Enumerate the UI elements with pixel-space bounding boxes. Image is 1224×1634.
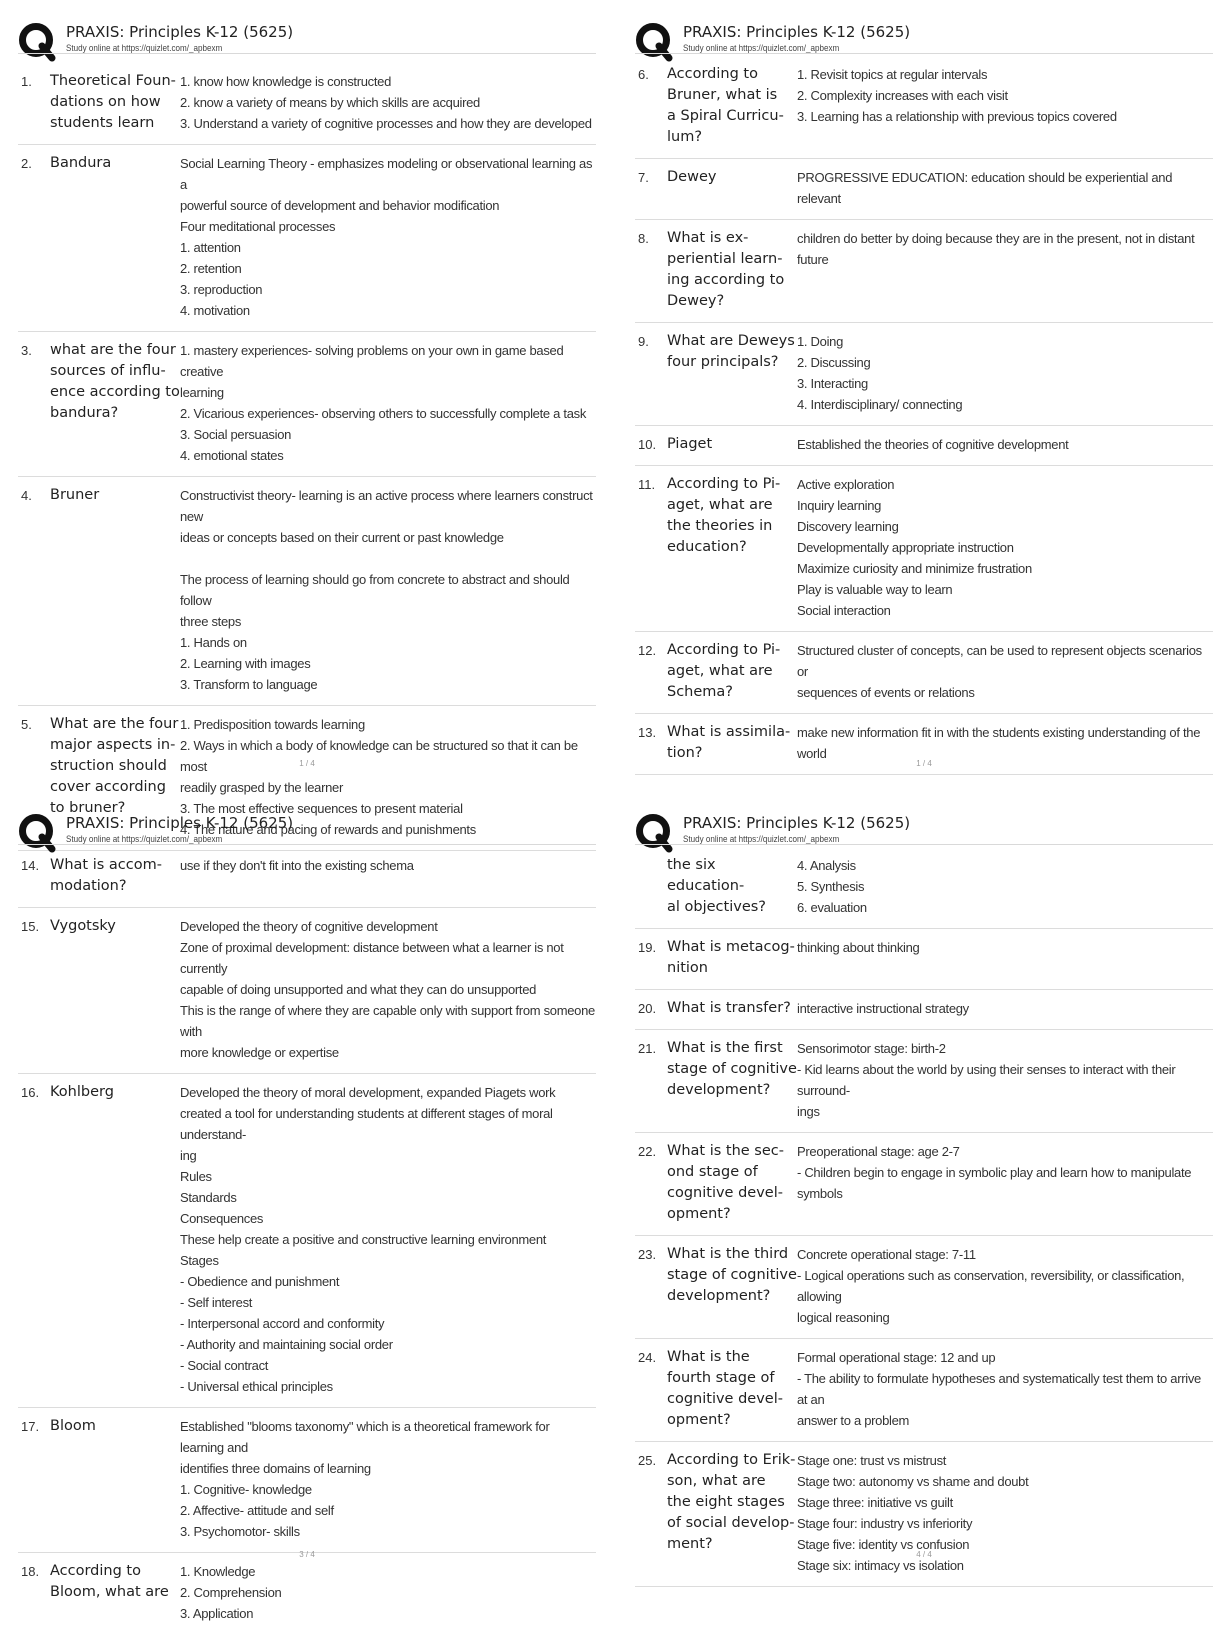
document-title: PRAXIS: Principles K-12 (5625) bbox=[683, 814, 911, 832]
quizlet-logo-icon bbox=[635, 22, 675, 62]
card-term: According to Pi- aget, what are the theories in education? bbox=[667, 476, 781, 555]
card-number: 4. bbox=[21, 488, 32, 503]
header-divider bbox=[18, 53, 596, 54]
card-term: Bandura bbox=[50, 155, 112, 171]
card-definition: 4. Analysis 5. Synthesis 6. evaluation bbox=[797, 858, 867, 915]
card-term: Vygotsky bbox=[50, 918, 116, 934]
card-definition: use if they don't fit into the existing schema bbox=[180, 858, 414, 873]
page-4 bbox=[635, 813, 1213, 1573]
study-online-link[interactable]: Study online at https://quizlet.com/_apbexm bbox=[66, 43, 223, 54]
card-number: 16. bbox=[21, 1085, 40, 1100]
card-term: What is the third stage of cognitive development? bbox=[667, 1246, 797, 1304]
card-term: Piaget bbox=[667, 436, 713, 452]
flashcard-row bbox=[18, 145, 596, 332]
flashcard-row bbox=[635, 1442, 1213, 1587]
card-definition: thinking about thinking bbox=[797, 940, 920, 955]
card-number: 20. bbox=[638, 1001, 657, 1016]
card-number: 13. bbox=[638, 725, 657, 740]
page-header bbox=[18, 813, 596, 844]
card-list bbox=[18, 63, 596, 851]
card-number: 6. bbox=[638, 67, 649, 82]
card-number: 2. bbox=[21, 156, 32, 171]
card-term: According to Erik- son, what are the eight stages of social develop- ment? bbox=[667, 1452, 796, 1552]
card-number: 12. bbox=[638, 643, 657, 658]
flashcard-row bbox=[635, 1236, 1213, 1339]
card-definition: Concrete operational stage: 7-11 - Logical operations such as conservation, reversibility, or classification, allowing logical reasoning bbox=[797, 1247, 1185, 1325]
flashcard-row bbox=[18, 908, 596, 1074]
card-definition: 1. Doing 2. Discussing 3. Interacting 4. Interdisciplinary/ connecting bbox=[797, 334, 963, 412]
flashcard-row bbox=[635, 323, 1213, 426]
card-definition: 1. mastery experiences- solving problems on your own in game based creative learning 2. Vicarious experiences- observing others to successfully complete a task 3. Social persuasion 4. emotional states bbox=[180, 343, 587, 463]
page-header bbox=[18, 22, 596, 53]
card-number: 21. bbox=[638, 1041, 657, 1056]
card-number: 15. bbox=[21, 919, 40, 934]
card-term: What is transfer? bbox=[667, 1000, 791, 1016]
card-term: What is the sec- ond stage of cognitive devel- opment? bbox=[667, 1143, 784, 1222]
card-term: Kohlberg bbox=[50, 1084, 114, 1100]
quizlet-logo-icon bbox=[635, 813, 675, 853]
quizlet-logo-icon bbox=[18, 22, 58, 62]
card-term: What are the four major aspects in- struction should cover according to bruner? bbox=[50, 716, 179, 816]
card-number: 11. bbox=[638, 477, 656, 492]
card-term: What is metacog- nition bbox=[667, 939, 795, 976]
card-number: 24. bbox=[638, 1350, 657, 1365]
card-term: Theoretical Foun- dations on how students learn bbox=[50, 73, 176, 131]
card-definition: 1. Revisit topics at regular intervals 2. Complexity increases with each visit 3. Learning has a relationship with previous topics covered bbox=[797, 67, 1117, 124]
card-term: Bruner bbox=[50, 487, 100, 503]
card-number: 10. bbox=[638, 437, 657, 452]
card-definition: interactive instructional strategy bbox=[797, 1001, 969, 1016]
card-term: What is accom- modation? bbox=[50, 857, 162, 894]
card-definition: Social Learning Theory - emphasizes modeling or observational learning as a powerful source of development and behavior modification Four meditational processes 1. attention 2. retention 3. reproduction 4. motivation bbox=[180, 156, 593, 318]
card-definition: Developed the theory of cognitive development Zone of proximal development: distance between what a learner is not currently capable of doing unsupported and what they can do unsupported This is the range of where they are capable only with support from someone with more knowledge or expertise bbox=[180, 919, 595, 1060]
card-number: 8. bbox=[638, 231, 649, 246]
card-list bbox=[18, 847, 596, 1634]
card-term: According to Bloom, what are bbox=[50, 1563, 169, 1600]
card-list bbox=[635, 847, 1213, 1587]
card-term: What is assimila- tion? bbox=[667, 724, 791, 761]
card-number: 3. bbox=[21, 343, 32, 358]
page-3 bbox=[18, 813, 596, 1621]
card-term: According to Pi- aget, what are Schema? bbox=[667, 642, 781, 700]
card-number bbox=[635, 855, 667, 918]
page-number: 4 / 4 bbox=[916, 1550, 932, 1559]
document-title: PRAXIS: Principles K-12 (5625) bbox=[683, 23, 911, 41]
card-number: 7. bbox=[638, 170, 649, 185]
card-number: 18. bbox=[21, 1564, 40, 1579]
card-definition: Constructivist theory- learning is an active process where learners construct new ideas or concepts based on their current or past knowledge The process of learning should go from concrete to abstract and should follow three steps 1. Hands on 2. Learning with images 3. Transform to language bbox=[180, 488, 593, 692]
flashcard-row bbox=[18, 847, 596, 908]
flashcard-row bbox=[635, 1339, 1213, 1442]
card-definition: PROGRESSIVE EDUCATION: education should be experiential and relevant bbox=[797, 170, 1173, 206]
card-number: 1. bbox=[21, 74, 32, 89]
flashcard-row bbox=[635, 847, 1213, 929]
document-title: PRAXIS: Principles K-12 (5625) bbox=[66, 814, 294, 832]
card-term: what are the four sources of influ- ence according to bandura? bbox=[50, 342, 180, 421]
flashcard-row bbox=[635, 632, 1213, 714]
card-definition: children do better by doing because they are in the present, not in distant future bbox=[797, 231, 1195, 267]
card-number: 9. bbox=[638, 334, 649, 349]
card-definition: 1. know how knowledge is constructed 2. know a variety of means by which skills are acquired 3. Understand a variety of cognitive processes and how they are developed bbox=[180, 74, 592, 131]
card-definition: Established "blooms taxonomy" which is a theoretical framework for learning and identifies three domains of learning 1. Cognitive- knowledge 2. Affective- attitude and self 3. Psychomotor- skills bbox=[180, 1419, 550, 1539]
card-number: 17. bbox=[21, 1419, 40, 1434]
card-definition: 1. Predisposition towards learning 2. Ways in which a body of knowledge can be structured so that it can be most readily grasped by the learner 3. The most effective sequences to present material 4. The nature and pacing of rewards and punishments bbox=[180, 717, 578, 837]
card-term: What is the fourth stage of cognitive devel- opment? bbox=[667, 1349, 783, 1428]
flashcard-row bbox=[635, 426, 1213, 466]
card-number: 14. bbox=[21, 858, 40, 873]
flashcard-row bbox=[635, 1133, 1213, 1236]
card-term: What is ex- periential learn- ing according to Dewey? bbox=[667, 230, 785, 309]
card-definition: Preoperational stage: age 2-7 - Children begin to engage in symbolic play and learn how to manipulate symbols bbox=[797, 1144, 1192, 1201]
card-definition: Developed the theory of moral development, expanded Piagets work created a tool for understanding students at different stages of moral understand- ing Rules Standards Consequences These help create a positive and constructive learning environment Stages - Obedience and punishment - Self interest - Interpersonal accord and conformity - Authority and maintaining social order - Social contract - Universal ethical principles bbox=[180, 1085, 556, 1394]
card-definition: 1. Knowledge 2. Comprehension 3. Application bbox=[180, 1564, 282, 1621]
card-definition: Sensorimotor stage: birth-2 - Kid learns about the world by using their senses to interact with their surround- ings bbox=[797, 1041, 1176, 1119]
page-2 bbox=[635, 22, 1213, 782]
page-header bbox=[635, 813, 1213, 844]
card-number: 25. bbox=[638, 1453, 657, 1468]
card-definition: Structured cluster of concepts, can be used to represent objects scenarios or sequences of events or relations bbox=[797, 643, 1202, 700]
card-term: According to Bruner, what is a Spiral Curricu- lum? bbox=[667, 66, 784, 145]
card-definition: Established the theories of cognitive development bbox=[797, 437, 1069, 452]
card-number: 22. bbox=[638, 1144, 657, 1159]
flashcard-row bbox=[635, 990, 1213, 1030]
card-definition: Active exploration Inquiry learning Discovery learning Developmentally appropriate instruction Maximize curiosity and minimize frustration Play is valuable way to learn Social interaction bbox=[797, 477, 1032, 618]
header-divider bbox=[635, 53, 1213, 54]
page-number: 3 / 4 bbox=[299, 1550, 315, 1559]
study-online-link[interactable]: Study online at https://quizlet.com/_apbexm bbox=[683, 834, 840, 845]
card-term: Bloom bbox=[50, 1418, 96, 1434]
study-online-link[interactable]: Study online at https://quizlet.com/_apbexm bbox=[683, 43, 840, 54]
flashcard-row bbox=[18, 332, 596, 477]
flashcard-row bbox=[18, 477, 596, 706]
card-number: 5. bbox=[21, 717, 32, 732]
page-number: 1 / 4 bbox=[916, 759, 932, 768]
page-1 bbox=[18, 22, 596, 837]
header-divider bbox=[635, 844, 1213, 845]
flashcard-row bbox=[18, 1408, 596, 1553]
card-number: 19. bbox=[638, 940, 657, 955]
flashcard-row bbox=[18, 63, 596, 145]
card-number: 23. bbox=[638, 1247, 657, 1262]
flashcard-row bbox=[18, 1553, 596, 1634]
study-online-link[interactable]: Study online at https://quizlet.com/_apbexm bbox=[66, 834, 223, 845]
card-definition: Formal operational stage: 12 and up - The ability to formulate hypotheses and systematically test them to arrive at an answer to a problem bbox=[797, 1350, 1201, 1428]
flashcard-row bbox=[18, 1074, 596, 1408]
header-divider bbox=[18, 844, 596, 845]
page-header bbox=[635, 22, 1213, 53]
flashcard-row bbox=[635, 159, 1213, 220]
document-title: PRAXIS: Principles K-12 (5625) bbox=[66, 23, 294, 41]
card-definition: make new information fit in with the students existing understanding of the world bbox=[797, 725, 1201, 761]
card-term: What are Deweys four principals? bbox=[667, 333, 795, 370]
flashcard-row bbox=[635, 56, 1213, 159]
page-number: 1 / 4 bbox=[299, 759, 315, 768]
flashcard-row bbox=[635, 220, 1213, 323]
card-definition: Stage one: trust vs mistrust Stage two: autonomy vs shame and doubt Stage three: initiative vs guilt Stage four: industry vs inferiority Stage five: identity vs confusion Stage six: intimacy vs isolation bbox=[797, 1453, 1029, 1573]
card-term: What is the first stage of cognitive development? bbox=[667, 1040, 797, 1098]
card-term: Dewey bbox=[667, 169, 717, 185]
quizlet-logo-icon bbox=[18, 813, 58, 853]
flashcard-row bbox=[635, 466, 1213, 632]
card-term: the six education- al objectives? bbox=[667, 857, 766, 915]
flashcard-row bbox=[635, 1030, 1213, 1133]
flashcard-row bbox=[635, 929, 1213, 990]
card-list bbox=[635, 56, 1213, 775]
